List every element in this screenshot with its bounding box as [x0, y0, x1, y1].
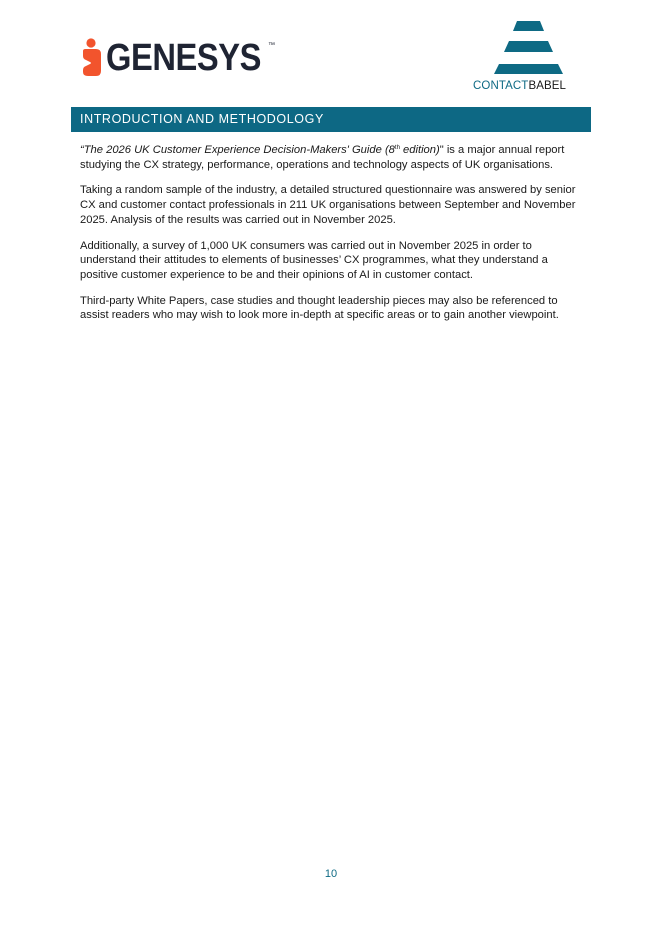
- report-title-edition: edition): [399, 144, 440, 156]
- ordinal-suffix: th: [394, 145, 400, 151]
- genesys-wordmark: GENESYS: [106, 37, 262, 79]
- contactbabel-logo: [470, 16, 580, 96]
- contactbabel-word-contact: CONTACT: [473, 80, 529, 92]
- body-content: [80, 143, 584, 334]
- trademark-symbol: ™: [268, 42, 275, 49]
- paragraph-third-party: Third-party White Papers, case studies and thought leadership pieces may also be referenced to assist readers who may wish to look more in-depth at specific areas or to gain another viewpoint.: [80, 294, 559, 322]
- page-number: 10: [324, 868, 338, 880]
- section-heading: INTRODUCTION AND METHODOLOGY: [71, 107, 591, 132]
- paragraph-methodology: Taking a random sample of the industry, a detailed structured questionnaire was answered by senior CX and customer contact professionals in 211 UK organisations between September and November 2025. Analysis of the results was carried out in November 2025.: [80, 184, 576, 226]
- genesys-logo: [80, 38, 280, 80]
- pyramid-icon: [478, 18, 568, 76]
- paragraph-consumer-survey: Additionally, a survey of 1,000 UK consumers was carried out in November 2025 in order to understand their attitudes to elements of businesses’ CX programmes, what they understand a positive customer experience to be and their opinions of AI in customer contact.: [80, 239, 548, 281]
- paragraph-intro: [80, 143, 584, 172]
- contactbabel-wordmark: [473, 80, 566, 92]
- genesys-logo-icon: [80, 38, 104, 78]
- paragraph-intro-text: " is a major annual report studying the CX strategy, performance, operations and technology aspects of UK organisations.: [80, 144, 565, 171]
- report-title-italic: “The 2026 UK Customer Experience Decision-Makers' Guide (8: [80, 144, 395, 156]
- contactbabel-word-babel: BABEL: [528, 80, 567, 92]
